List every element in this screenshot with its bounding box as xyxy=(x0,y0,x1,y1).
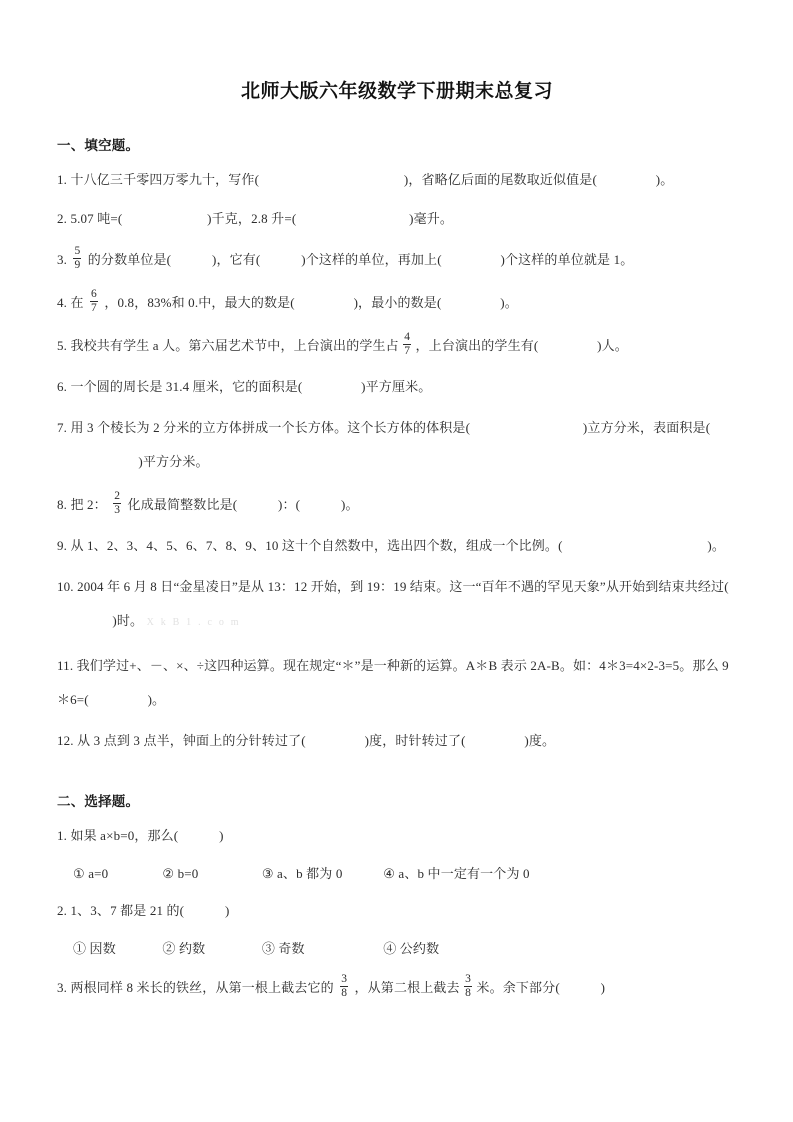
question-text: )。 xyxy=(655,171,674,187)
question-text: 十八亿三千零四万零九十，写作( xyxy=(70,171,260,187)
fraction-two-thirds xyxy=(113,490,121,516)
fraction-three-eighths-first xyxy=(340,973,348,999)
option-2[interactable]: ② b=0 xyxy=(162,865,199,881)
question-text: 在 xyxy=(70,294,84,310)
section-heading-multiple-choice: 二、选择题。 xyxy=(57,793,140,809)
question-text: ，0.8，83%和 0.中，最大的数是( xyxy=(104,294,295,310)
question-fill-2 xyxy=(57,195,737,234)
question-text: 两根同样 8 米长的铁丝，从第一根上截去它的 xyxy=(70,979,334,995)
question-text: 从 1、2、3、4、5、6、7、8、9、10 这十个自然数中，选出四个数，组成一个比例。( xyxy=(70,537,563,553)
page-content xyxy=(57,0,737,1005)
question-number: 1. xyxy=(57,171,68,187)
question-number: 10. xyxy=(57,578,74,594)
question-text: ，上台演出的学生有( xyxy=(415,337,539,353)
fraction-denominator: 8 xyxy=(465,986,472,999)
question-text: )，省略亿后面的尾数取近似值是( xyxy=(403,171,597,187)
question-text: )立方分米，表面积是( xyxy=(582,419,711,435)
question-text: )。 xyxy=(147,691,166,707)
fraction-numerator: 6 xyxy=(91,288,97,301)
question-fill-4 xyxy=(57,277,737,320)
fraction-three-eighths-second xyxy=(464,973,472,999)
option-4[interactable]: ④ a、b 中一定有一个为 0 xyxy=(383,865,530,881)
question-fill-8 xyxy=(57,479,737,522)
fraction-denominator: 9 xyxy=(74,258,81,271)
fraction-denominator: 8 xyxy=(341,986,348,999)
option-2[interactable]: ② 约数 xyxy=(162,940,206,956)
option-1[interactable]: ① a=0 xyxy=(73,865,109,881)
question-text: )，最小的数是( xyxy=(353,294,442,310)
option-3[interactable]: ③ a、b 都为 0 xyxy=(261,865,343,881)
site-watermark: X k B 1 . c o m xyxy=(146,616,241,628)
question-text: 我们学过+、－、×、÷这四种运算。现在规定“＊”是一种新的运算。A＊B 表示 2A-B。如：4＊3=4×2-3=5。那么 9＊6=( xyxy=(57,657,729,707)
page-title: 北师大版六年级数学下册期末总复习 xyxy=(240,81,553,102)
question-text: 一个圆的周长是 31.4 厘米，它的面积是( xyxy=(70,378,303,394)
question-text: )。 xyxy=(340,496,359,512)
question-fill-5 xyxy=(57,320,737,363)
question-choice-2 xyxy=(57,887,737,926)
question-number: 3. xyxy=(57,251,68,267)
question-text: )平方厘米。 xyxy=(361,378,432,394)
fraction-denominator: 7 xyxy=(404,344,411,357)
question-number: 2. xyxy=(57,210,68,226)
fraction-numerator: 3 xyxy=(341,973,348,986)
fraction-denominator: 3 xyxy=(114,503,121,516)
fraction-four-sevenths xyxy=(403,331,411,357)
question-text: )毫升。 xyxy=(409,210,454,226)
question-text: ，从第二根上截去 xyxy=(354,979,460,995)
question-text: ) xyxy=(224,902,230,918)
question-fill-7 xyxy=(57,402,737,479)
question-text: )个这样的单位就是 1。 xyxy=(500,251,634,267)
question-text: )。 xyxy=(500,294,518,310)
options-choice-2 xyxy=(57,926,737,962)
question-fill-1 xyxy=(57,156,737,195)
question-number: 5. xyxy=(57,337,68,353)
question-fill-10 xyxy=(57,561,737,640)
question-text: ) xyxy=(600,979,606,995)
question-fill-11 xyxy=(57,640,737,717)
question-text: )千克，2.8 升=( xyxy=(207,210,297,226)
question-text: 如果 a×b=0，那么( xyxy=(70,827,179,843)
question-text: 5.07 吨=( xyxy=(70,210,123,226)
question-text: )个这样的单位，再加上( xyxy=(301,251,442,267)
question-text: 的分数单位是( xyxy=(87,251,172,267)
question-number: 9. xyxy=(57,537,68,553)
question-text: 从 3 点到 3 点半，钟面上的分针转过了( xyxy=(77,732,306,748)
question-fill-6 xyxy=(57,363,737,402)
question-choice-3 xyxy=(57,962,737,1005)
question-number: 3. xyxy=(57,979,68,995)
option-3[interactable]: ③ 奇数 xyxy=(261,940,305,956)
question-text: )度，时针转过了( xyxy=(364,732,466,748)
question-number: 8. xyxy=(57,496,68,512)
question-text: 米。余下部分( xyxy=(476,979,560,995)
question-number: 6. xyxy=(57,378,68,394)
fraction-denominator: 7 xyxy=(91,301,97,314)
question-number: 11. xyxy=(57,657,74,673)
fraction-numerator: 2 xyxy=(114,490,121,503)
question-text: )：( xyxy=(278,496,301,512)
question-fill-9 xyxy=(57,522,737,561)
fraction-numerator: 4 xyxy=(404,331,411,344)
question-number: 2. xyxy=(57,902,68,918)
option-1[interactable]: ① 因数 xyxy=(73,940,116,956)
question-text: 我校共有学生 a 人。第六届艺术节中，上台演出的学生占 xyxy=(70,337,399,353)
question-choice-1 xyxy=(57,812,737,851)
question-text: 化成最简整数比是( xyxy=(127,496,238,512)
fraction-six-sevenths xyxy=(90,288,98,314)
question-number: 4. xyxy=(57,294,68,310)
question-text: 2004 年 6 月 8 日“金星凌日”是从 13：12 开始，到 19：19 结束。这一“百年不遇的罕见天象”从开始到结束共经过( xyxy=(77,578,729,594)
question-fill-3 xyxy=(57,234,737,277)
question-text: ) xyxy=(219,827,224,843)
fraction-numerator: 5 xyxy=(74,245,81,258)
question-number: 12. xyxy=(57,732,74,748)
question-number: 1. xyxy=(57,827,68,843)
question-text: )人。 xyxy=(597,337,628,353)
options-choice-1 xyxy=(57,851,737,887)
question-number: 7. xyxy=(57,419,68,435)
fraction-numerator: 3 xyxy=(465,973,472,986)
question-text: )度。 xyxy=(524,732,556,748)
question-text: )，它有( xyxy=(211,251,261,267)
question-text: 1、3、7 都是 21 的( xyxy=(70,902,185,918)
question-text: 用 3 个棱长为 2 分米的立方体拼成一个长方体。这个长方体的体积是( xyxy=(70,419,471,435)
question-text: 把 2： xyxy=(70,496,107,512)
fraction-five-ninths xyxy=(73,245,81,271)
question-text: )。 xyxy=(707,537,726,553)
option-4[interactable]: ④ 公约数 xyxy=(383,940,440,956)
question-text: )平方分米。 xyxy=(138,453,209,469)
section-heading-fill-in-blank: 一、填空题。 xyxy=(57,137,140,153)
question-text: )时。 xyxy=(112,612,144,628)
question-fill-12 xyxy=(57,717,737,756)
